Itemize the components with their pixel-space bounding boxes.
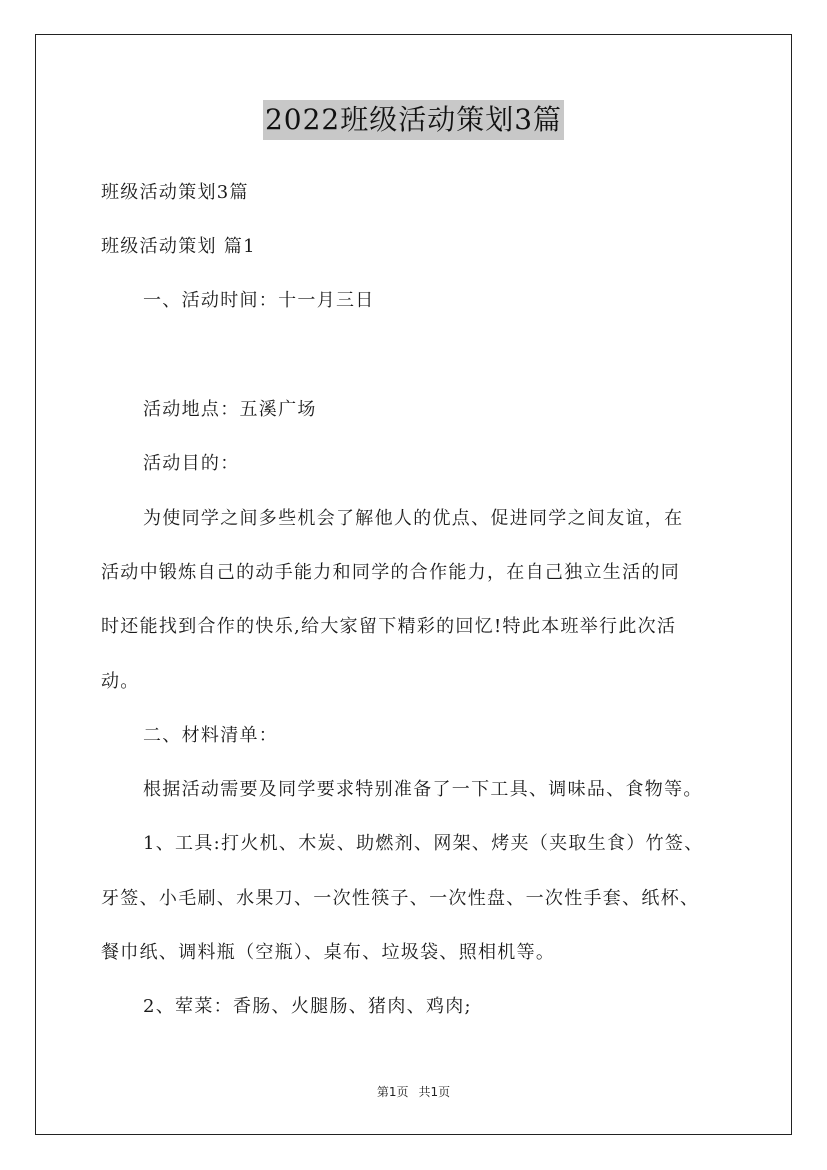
paragraph-line: 动。 — [101, 671, 140, 692]
document-title: 2022班级活动策划3篇 — [263, 100, 564, 140]
paragraph-line: 餐巾纸、调料瓶（空瓶）、桌布、垃圾袋、照相机等。 — [101, 942, 556, 963]
title-container — [0, 100, 827, 140]
paragraph-line: 活动目的： — [143, 453, 240, 474]
paragraph-line: 牙签、小毛刷、水果刀、一次性筷子、一次性盘、一次性手套、纸杯、 — [101, 888, 700, 909]
paragraph-line: 2、荤菜：香肠、火腿肠、猪肉、鸡肉; — [143, 996, 472, 1017]
page-number: 第1页 — [376, 1085, 409, 1099]
paragraph-line: 一、活动时间：十一月三日 — [143, 290, 375, 311]
section-heading: 班级活动策划 篇1 — [101, 236, 256, 257]
page-total: 共1页 — [418, 1085, 451, 1099]
paragraph-line: 二、材料清单： — [143, 725, 279, 746]
paragraph-line: 为使同学之间多些机会了解他人的优点、促进同学之间友谊，在 — [143, 508, 684, 529]
paragraph-line: 1、工具:打火机、木炭、助燃剂、网架、烤夹（夹取生食）竹签、 — [143, 833, 704, 854]
paragraph-line: 活动地点：五溪广场 — [143, 399, 317, 420]
paragraph-line: 活动中锻炼自己的动手能力和同学的合作能力，在自己独立生活的同 — [101, 562, 680, 583]
document-subtitle: 班级活动策划3篇 — [101, 182, 249, 203]
paragraph-line: 时还能找到合作的快乐,给大家留下精彩的回忆!特此本班举行此次活 — [101, 616, 677, 637]
page-footer — [0, 1084, 827, 1100]
paragraph-line: 根据活动需要及同学要求特别准备了一下工具、调味品、食物等。 — [143, 779, 703, 800]
